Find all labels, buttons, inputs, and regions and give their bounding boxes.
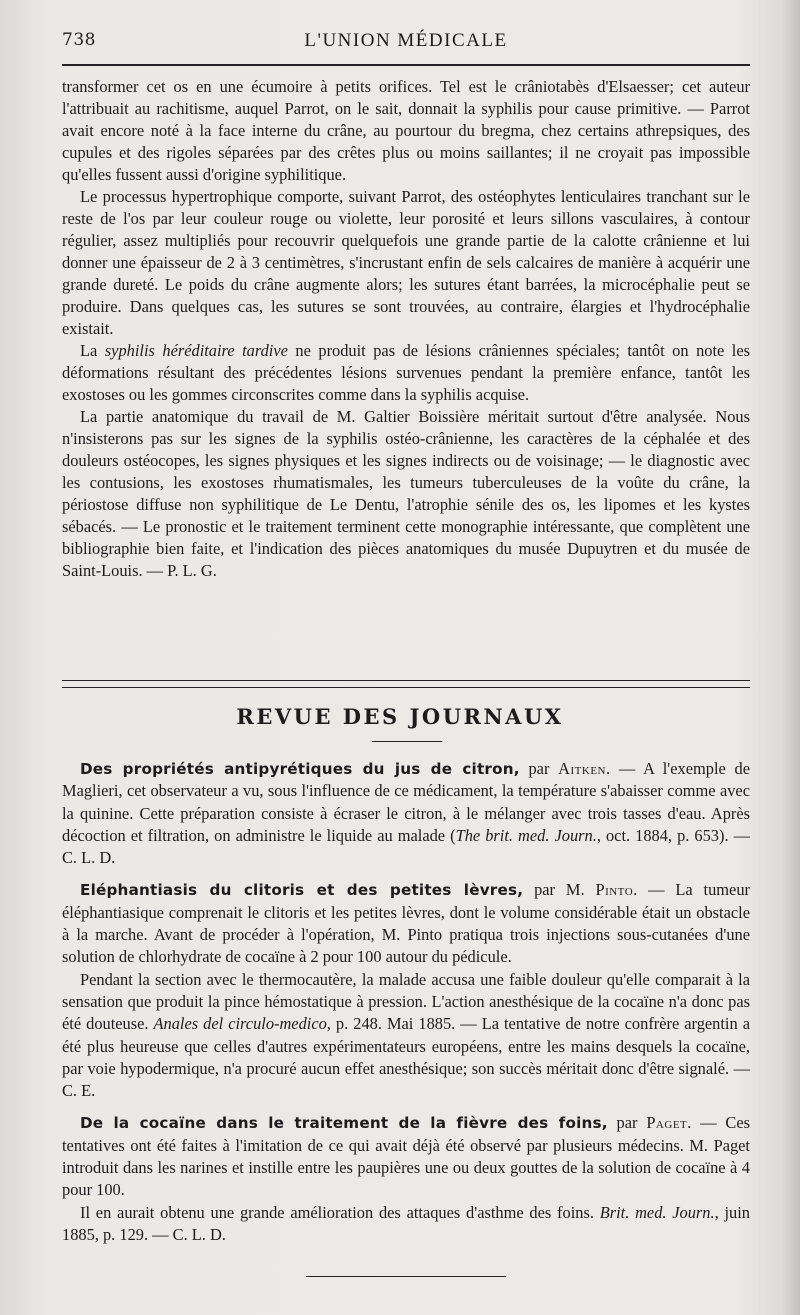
article-source: Anales del circulo-medico, — [153, 1014, 331, 1034]
article-source: Brit. med. Journ. — [599, 1202, 715, 1222]
paragraph-3-italic: syphilis héréditaire tardive — [104, 341, 288, 360]
journal-reviews — [62, 752, 750, 1246]
review-continuation — [62, 76, 750, 582]
article-hay-fever — [62, 1112, 750, 1201]
article-text-end: , oct. 1884, p. 653). — C. L. D. — [62, 825, 750, 868]
article-title: Eléphantiasis du clitoris et des petites lèvres, — [80, 881, 524, 900]
running-header — [62, 30, 750, 56]
paragraph-3-rest: ne produit pas de lésions crâniennes spéciales; tantôt on note les déformations résultant des précédentes lésions survenues pendant la première enfance, tantôt les exostoses ou les gommes circonscrites comme dans la syphilis acquise. — [62, 341, 750, 404]
article-by: par — [607, 1113, 647, 1133]
article-elephantiasis — [62, 879, 750, 968]
article-title: Des propriétés antipyrétiques du jus de citron, — [80, 760, 520, 778]
article-by: par M. — [523, 880, 596, 900]
paragraph-1: transformer cet os en une écumoire à petits orifices. Tel est le crâniotabès d'Elsaesser; cet auteur l'attribuait au rachitisme, auquel Parrot, on le sait, donnait la syphilis pour cause primitive. — Parrot avait encore noté à la face interne du crâne, au pourtour du bregma, chez certains athrepsiques, des cupules et des rigoles séparées par des crêtes plus ou moins saillantes; il ne croyait pas impossible qu'elles fussent aussi d'origine syphilitique. — [62, 77, 750, 184]
header-rule — [62, 64, 750, 66]
article-source: The brit. med. Journ. — [455, 825, 597, 845]
paragraph-3 — [62, 340, 750, 406]
section-divider — [62, 680, 750, 688]
page-number: 738 — [62, 30, 96, 50]
article-elephantiasis-p2 — [62, 969, 750, 1103]
article-text: . — La tumeur éléphantiasique comprenait le clitoris et les petites lèvres, dont le volume considérable était un obstacle à la marche. Avant de procéder à l'opération, M. Pinto pratiqua trois injections sous-cutanées d'une solution de chlorhydrate de cocaïne à 2 pour 100 autour du pédicule. — [62, 880, 750, 967]
article-text-end: , juin 1885, p. 129. — C. L. D. — [62, 1202, 750, 1244]
article-text-end: p. 248. Mai 1885. — La tentative de notre confrère argentin a été plus heureuse que celles d'autres expérimentateurs européens, entre les mains desquels la cocaïne, par voie hypodermique, n'a procuré aucun effet anesthésique; son succès méritait donc d'être signalé. — C. E. — [62, 1014, 750, 1101]
article-by: par — [519, 759, 559, 778]
article-lemon-juice — [62, 758, 750, 869]
article-author: Pinto — [595, 880, 634, 900]
article-text: Pendant la section avec le thermocautère, la malade accusa une faible douleur qu'elle comparait à la sensation que produit la pince hémostatique à pression. L'action anesthésique de la cocaïne n'a donc pas été douteuse. — [62, 969, 750, 1034]
article-hay-fever-p2 — [62, 1202, 750, 1247]
article-title: De la cocaïne dans le traitement de la fièvre des foins, — [80, 1114, 608, 1133]
article-author: Paget — [646, 1113, 688, 1133]
journal-title: L'UNION MÉDICALE — [304, 30, 508, 51]
paragraph-4: La partie anatomique du travail de M. Galtier Boissière méritait surtout d'être analysée. Nous n'insisterons pas sur les signes de la syphilis ostéo-crânienne, les caractères de la céphalée et des douleurs ostéocopes, les signes physiques et les signes indirects ou de voisinage; — le diagnostic avec les contusions, les exostoses rhumatismales, les tumeurs tuberculeuses de la voûte du crâne, la périostose diffuse non syphilitique de Le Dentu, l'atrophie sénile des os, les lipomes et les kystes sébacés. — Le pronostic et le traitement terminent cette monographie intéressante, que complètent une bibliographie bien faite, et l'indication des pièces anatomiques du musée Dupuytren et du musée de Saint-Louis. — P. L. G. — [62, 407, 750, 580]
article-text: Il en aurait obtenu une grande amélioration des attaques d'asthme des foins. — [80, 1202, 600, 1222]
article-author: Aitken — [558, 759, 606, 778]
paragraph-3-start: La — [80, 341, 105, 360]
article-text: . — Ces tentatives ont été faites à l'imitation de ce qui avait déjà été observé par plusieurs médecins. M. Paget introduit dans les narines et instille entre les paupières une ou deux gouttes de la solution de cocaïne à 4 pour 100. — [62, 1113, 750, 1200]
section-title-underline — [372, 741, 442, 742]
paragraph-2: Le processus hypertrophique comporte, suivant Parrot, des ostéophytes lenticulaires tranchant sur le reste de l'os par leur couleur rouge ou violette, leur porosité et leurs sillons vasculaires, à contour régulier, assez multipliés pour recouvrir quelquefois une grande partie de la calotte crânienne et lui donner une épaisseur de 2 à 3 centimètres, s'incrustant enfin de sels calcaires de manière à acquérir une grande dureté. Le poids du crâne augmente alors; les sutures étant barrées, la microcéphalie peut se produire. Dans quelques cas, les sutures se sont trouvées, au contraire, élargies et l'hydrocéphalie existait. — [62, 187, 750, 338]
section-title: REVUE DES JOURNAUX — [236, 704, 564, 729]
article-text: . — A l'exemple de Maglieri, cet observateur a vu, sous l'influence de ce médicament, la température s'abaisser comme avec la quinine. Cette préparation consiste à écraser le citron, à le mélanger avec trois tasses d'eau. Après décoction et filtration, on administre le liquide au malade ( — [62, 759, 750, 845]
end-rule — [306, 1276, 506, 1277]
